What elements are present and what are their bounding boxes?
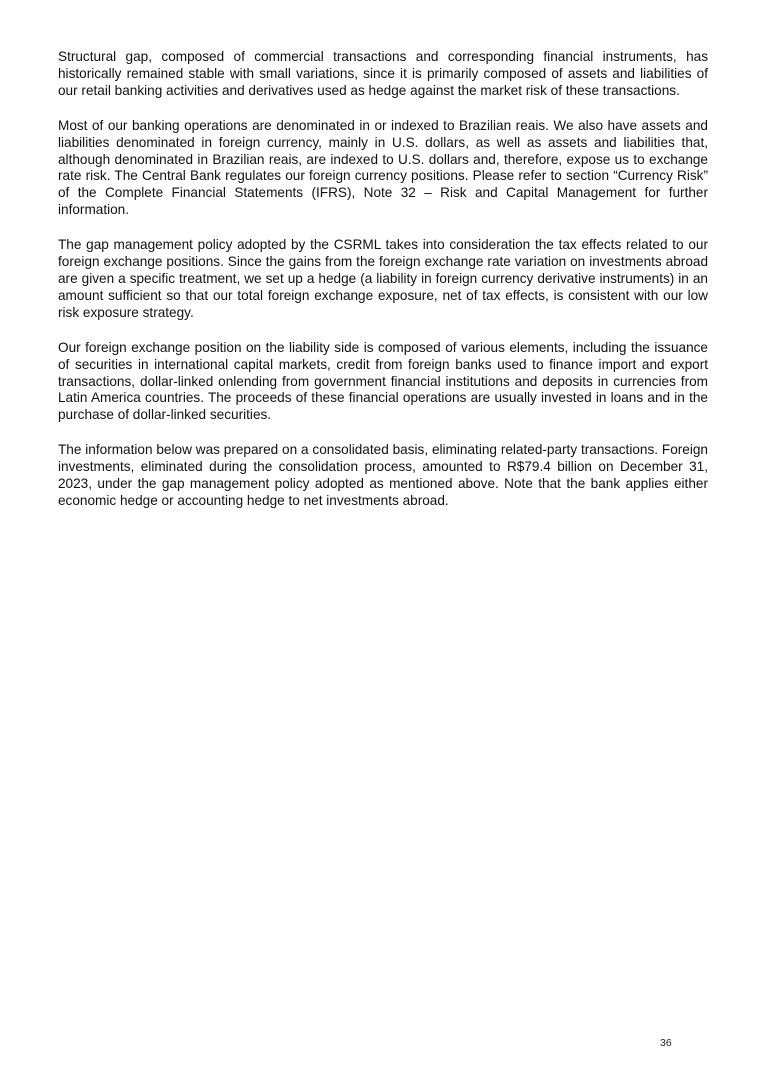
page-number: 36: [660, 1037, 672, 1049]
paragraph-banking-operations: Most of our banking operations are denominated in or indexed to Brazilian reais. We also have assets and liabilities denominated in foreign currency, mainly in U.S. dollars, as well as assets and liabilities that, although denominated in Brazilian reais, are indexed to U.S. dollars and, therefore, expose us to exchange rate risk. The Central Bank regulates our foreign currency positions. Please refer to section “Currency Risk” of the Complete Financial Statements (IFRS), Note 32 – Risk and Capital Management for further information.: [58, 117, 708, 218]
paragraph-consolidated-information: The information below was prepared on a consolidated basis, eliminating related-party transactions. Foreign investments, eliminated during the consolidation process, amounted to R$79.4 billion on December 31, 2023, under the gap management policy adopted as mentioned above. Note that the bank applies either economic hedge or accounting hedge to net investments abroad.: [58, 442, 708, 508]
paragraph-foreign-exchange-position: Our foreign exchange position on the liability side is composed of various elements, including the issuance of securities in international capital markets, credit from foreign banks used to finance import and export transactions, dollar-linked onlending from government financial institutions and deposits in currencies from Latin America countries. The proceeds of these financial operations are usually invested in loans and in the purchase of dollar-linked securities.: [58, 339, 708, 423]
paragraph-gap-management-policy: The gap management policy adopted by the CSRML takes into consideration the tax effects related to our foreign exchange positions. Since the gains from the foreign exchange rate variation on investments abroad are given a specific treatment, we set up a hedge (a liability in foreign currency derivative instruments) in an amount sufficient so that our total foreign exchange exposure, net of tax effects, is consistent with our low risk exposure strategy.: [58, 237, 708, 320]
body-text: [58, 49, 708, 528]
paragraph-structural-gap: Structural gap, composed of commercial transactions and corresponding financial instruments, has historically remained stable with small variations, since it is primarily composed of assets and liabilities of our retail banking activities and derivatives used as hedge against the market risk of these transactions.: [58, 49, 708, 98]
